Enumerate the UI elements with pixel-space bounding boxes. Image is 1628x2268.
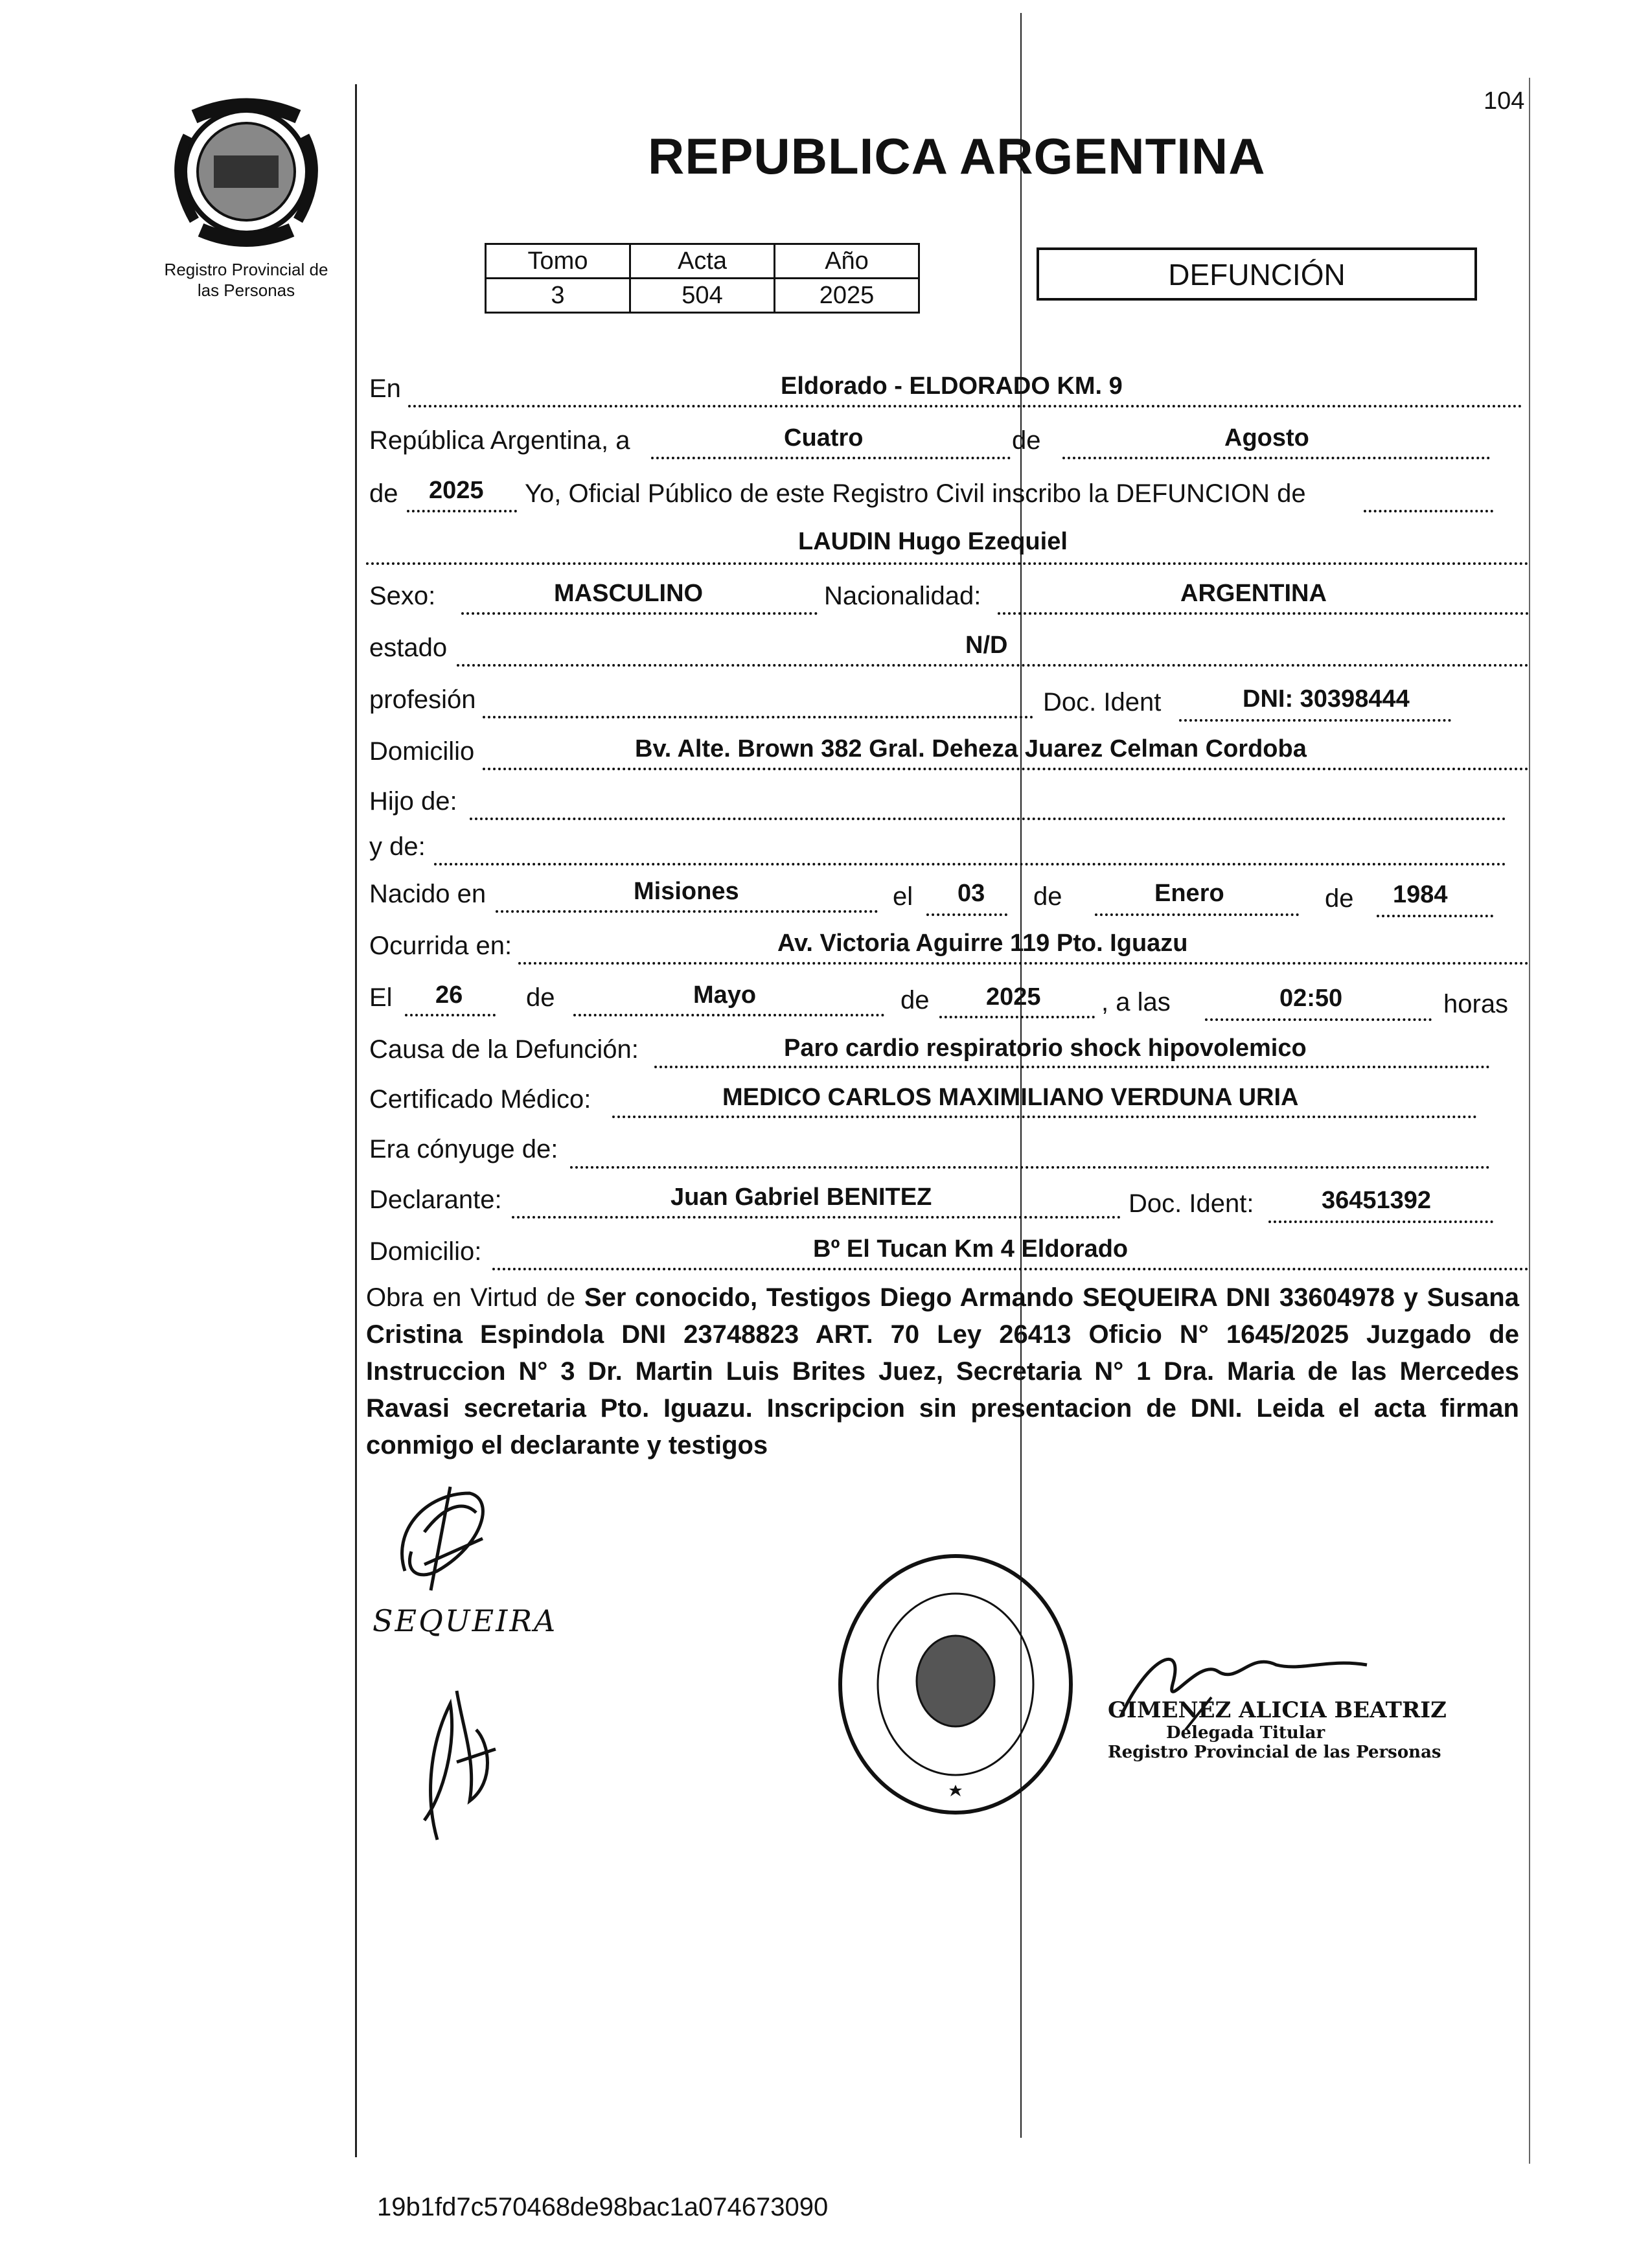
doc-ident-line: [1179, 719, 1451, 722]
birth-month-line: [1095, 913, 1299, 916]
registry-caption-line2: las Personas: [197, 281, 295, 300]
record-header-ano: Año: [775, 244, 919, 279]
day-line: [651, 457, 1011, 459]
death-year-line: [939, 1016, 1095, 1018]
death-day-line: [405, 1014, 496, 1016]
sexo-value: MASCULINO: [554, 580, 704, 607]
record-value-acta: 504: [630, 279, 775, 313]
year-value: 2025: [429, 477, 484, 504]
birth-day-line: [926, 913, 1007, 916]
decl-doc-label: Doc. Ident:: [1129, 1189, 1254, 1218]
doc-ident-label: Doc. Ident: [1043, 688, 1162, 716]
witness-signature: [398, 1665, 515, 1846]
nacionalidad-line: [998, 612, 1529, 615]
de-label-1: de: [1012, 426, 1041, 455]
official-signature-block: [1108, 1697, 1458, 1762]
fold-line: [1020, 13, 1022, 2138]
month-line: [1062, 457, 1490, 459]
estado-label: estado: [369, 634, 448, 662]
official-name: GIMENEZ ALICIA BEATRIZ: [1108, 1697, 1447, 1723]
causa-line: [654, 1066, 1490, 1068]
certificado-label: Certificado Médico:: [369, 1085, 591, 1114]
oficial-line: [1364, 510, 1493, 512]
left-margin-line: [355, 84, 357, 2157]
estado-line: [457, 664, 1529, 667]
domicilio-line: [483, 768, 1529, 770]
el-label: el: [893, 882, 913, 911]
yde-line: [434, 863, 1506, 865]
sexo-line: [461, 612, 818, 615]
decl-domicilio-label: Domicilio:: [369, 1237, 482, 1266]
decl-doc-line: [1268, 1220, 1493, 1223]
record-header-acta: Acta: [630, 244, 775, 279]
birth-day: 03: [957, 880, 985, 907]
official-org: Registro Provincial de las Personas: [1108, 1743, 1441, 1762]
registry-caption: [143, 259, 350, 301]
profesion-line: [483, 716, 1033, 718]
de-label-3: de: [1033, 882, 1062, 911]
en-label: En: [369, 374, 401, 403]
ocurrida-value: Av. Victoria Aguirre 119 Pto. Iguazu: [777, 930, 1188, 957]
birth-month: Enero: [1154, 880, 1224, 907]
document-title: REPUBLICA ARGENTINA: [648, 128, 1266, 185]
birth-year: 1984: [1393, 881, 1448, 908]
name-line: [366, 562, 1529, 565]
alas-label: , a las: [1101, 988, 1171, 1016]
province-crest-logo: [149, 97, 343, 253]
official-stamp: [836, 1552, 1075, 1817]
record-value-ano: 2025: [775, 279, 919, 313]
doc-ident-value: DNI: 30398444: [1243, 685, 1410, 713]
death-month: Mayo: [693, 981, 757, 1009]
causa-label: Causa de la Defunción:: [369, 1035, 639, 1064]
record-header-tomo: Tomo: [486, 244, 630, 279]
decl-domicilio-value: Bº El Tucan Km 4 Eldorado: [813, 1235, 1129, 1263]
document-hash: 19b1fd7c570468de98bac1a074673090: [377, 2193, 829, 2221]
hijo-label: Hijo de:: [369, 787, 457, 816]
death-time: 02:50: [1279, 985, 1343, 1012]
record-value-tomo: 3: [486, 279, 630, 313]
domicilio-value: Bv. Alte. Brown 382 Gral. Deheza Juarez Celman Cordoba: [635, 735, 1307, 762]
witness-name-handwritten: SEQUEIRA: [373, 1603, 558, 1638]
de-label-5: de: [526, 983, 555, 1012]
estado-value: N/D: [965, 632, 1008, 659]
conyuge-label: Era cónyuge de:: [369, 1135, 558, 1163]
month-text: Agosto: [1224, 424, 1309, 452]
republica-label: República Argentina, a: [369, 426, 630, 455]
el-cap-label: El: [369, 983, 393, 1012]
declarant-signature: [385, 1474, 502, 1603]
death-year: 2025: [986, 983, 1041, 1011]
record-table: [485, 243, 920, 314]
ocurrida-label: Ocurrida en:: [369, 932, 512, 960]
nacionalidad-label: Nacionalidad:: [824, 582, 981, 610]
yde-label: y de:: [369, 832, 426, 861]
ocurrida-line: [518, 962, 1529, 965]
profesion-label: profesión: [369, 685, 476, 714]
record-type-box: DEFUNCIÓN: [1037, 247, 1477, 301]
certificado-value: MEDICO CARLOS MAXIMILIANO VERDUNA URIA: [722, 1084, 1299, 1111]
obra-value: Ser conocido, Testigos Diego Armando SEQUEIRA DNI 33604978 y Susana Cristina Espindola DNI 23748823 ART. 70 Ley 26413 Oficio N° 1645/2025 Juzgado de Instruccion N° 3 Dr. Martin Luis Brites Juez, Secretaria N° 1 Dra. Maria de las Mercedes Ravasi secretaria Pto. Iguazu. Inscripcion sin presentacion de DNI. Leida el acta firman conmigo el declarante y testigos: [366, 1283, 1519, 1460]
en-value: Eldorado - ELDORADO KM. 9: [781, 372, 1123, 400]
nacido-value: Misiones: [634, 878, 739, 905]
death-time-line: [1205, 1018, 1432, 1021]
official-role: Delegada Titular: [1166, 1723, 1325, 1743]
oficial-text: Yo, Oficial Público de este Registro Civil inscribo la DEFUNCION de: [525, 479, 1306, 508]
horas-label: horas: [1443, 990, 1509, 1018]
decl-doc-value: 36451392: [1322, 1187, 1432, 1214]
de-label-4: de: [1325, 884, 1354, 913]
obra-label: Obra en Virtud de: [366, 1283, 576, 1312]
nacido-label: Nacido en: [369, 880, 487, 908]
deceased-name: LAUDIN Hugo Ezequiel: [798, 528, 1068, 555]
declarante-line: [512, 1216, 1121, 1219]
domicilio-label: Domicilio: [369, 737, 475, 766]
registry-caption-line1: Registro Provincial de: [164, 260, 328, 279]
conyuge-line: [570, 1166, 1490, 1169]
hijo-line: [470, 818, 1506, 820]
sexo-label: Sexo:: [369, 582, 436, 610]
death-day: 26: [435, 981, 463, 1009]
decl-domicilio-line: [492, 1268, 1529, 1270]
year-line: [407, 510, 517, 512]
right-margin-line: [1529, 78, 1530, 2164]
de-label-6: de: [900, 986, 930, 1014]
obra-paragraph: [366, 1279, 1519, 1464]
nacionalidad-value: ARGENTINA: [1180, 580, 1327, 607]
day-text: Cuatro: [784, 424, 864, 452]
nacido-line: [496, 910, 878, 913]
causa-value: Paro cardio respiratorio shock hipovolemico: [784, 1035, 1307, 1062]
page-number: 104: [1484, 87, 1525, 115]
certificado-line: [612, 1116, 1477, 1118]
death-month-line: [573, 1014, 884, 1016]
declarante-value: Juan Gabriel BENITEZ: [671, 1184, 932, 1211]
declarante-label: Declarante:: [369, 1186, 502, 1214]
birth-year-line: [1377, 915, 1493, 917]
de-label-2: de: [369, 479, 398, 508]
en-line: [408, 405, 1522, 407]
